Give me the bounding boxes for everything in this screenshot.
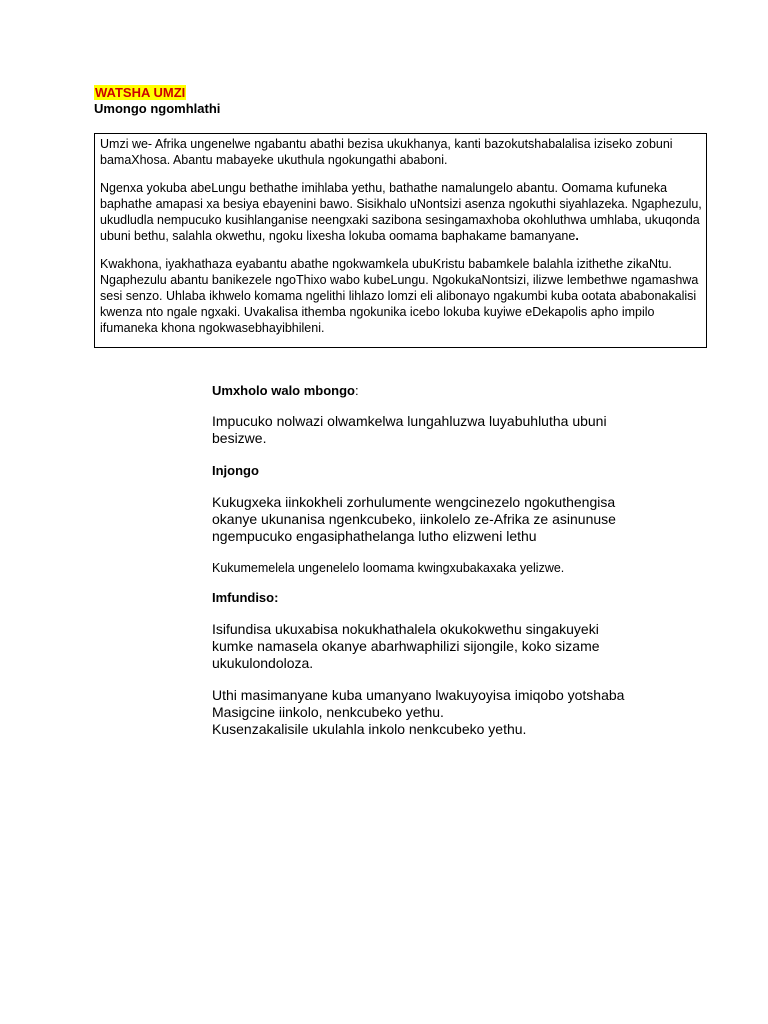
lessons-text-2 — [212, 687, 632, 738]
lessons-text-1: Isifundisa ukuxabisa nokukhathalela okukokwethu singakuyeki kumke namasela okanye abarhwaphilizi sijongile, koko sizame ukukulondoloza. — [212, 621, 600, 671]
synopsis-paragraph-1: Umzi we- Afrika ungenelwe ngabantu abathi bezisa ukukhanya, kanti bazokutshabalalisa iziseko zobuni bamaXhosa. Abantu mabayeke ukuthula ngokungathi ababoni. — [100, 137, 673, 167]
lessons-heading: Imfundiso: — [212, 590, 279, 605]
analysis-section — [212, 382, 632, 738]
lessons-text-2-line-1: Uthi masimanyane kuba umanyano lwakuyoyisa imiqobo yotshaba — [212, 687, 625, 703]
synopsis-paragraph-3: Kwakhona, iyakhathaza eyabantu abathe ngokwamkela ubuKristu babamkele balahla izithethe zikaNtu. Ngaphezulu abantu banikezele ngoThixo wabo kubeLungu. NgokukaNontsizi, ilizwe lembethwe ngamashwa sesi senzo. Uhlaba ikhwelo komama ngelithi lihlazo lomzi eli alibonayo ngakumbi kuba ootata ababonakalisi kwenza nto ngale ngxaki. Uvakalisa ithemba ngokunika icebo lokuba kuyiwe eDekapolis apho impilo ifumaneka khona ngokwasebhayibhileni. — [100, 257, 699, 335]
synopsis-paragraph-2 — [100, 180, 702, 244]
theme-heading-colon: : — [355, 383, 359, 398]
synopsis-paragraph-2-end: . — [575, 229, 579, 243]
synopsis-box — [94, 133, 707, 348]
lessons-text-2-line-3: Kusenzakalisile ukulahla inkolo nenkcubeko yethu. — [212, 721, 527, 737]
theme-heading — [212, 382, 632, 400]
aim-text-1: Kukugxeka iinkokheli zorhulumente wengcinezelo ngokuthengisa okanye ukunanisa ngenkcubeko, iinkolelo ze-Afrika ze asinunuse ngempucuko engasiphathelanga lutho elizweni lethu — [212, 494, 616, 544]
synopsis-paragraph-2-text: Ngenxa yokuba abeLungu bethathe imihlaba yethu, bathathe namalungelo abantu. Oomama kufuneka baphathe amapasi xa besiya ebayenini bawo. Sisikhalo uNontsizi asenza ngokuthi siyahlazeka. Ngaphezulu, ukudludla nempucuko kusihlanganise neengxaki sazibona sesingamaxhoba okohluthwa umhlaba, ukuqonda ubuni bethu, salahla okwethu, ngoku lixesha lokuba oomama baphakame bamanyane — [100, 181, 702, 243]
aim-text-2: Kukumemelela ungenelelo loomama kwingxubakaxaka yelizwe. — [212, 561, 565, 575]
lessons-text-2-line-2: Masigcine iinkolo, nenkcubeko yethu. — [212, 704, 444, 720]
theme-heading-text: Umxholo walo mbongo — [212, 383, 355, 398]
document-subtitle: Umongo ngomhlathi — [94, 101, 221, 116]
document-title: WATSHA UMZI — [95, 85, 186, 100]
theme-text: Impucuko nolwazi olwamkelwa lungahluzwa luyabuhlutha ubuni besizwe. — [212, 413, 607, 446]
aim-heading: Injongo — [212, 463, 259, 478]
